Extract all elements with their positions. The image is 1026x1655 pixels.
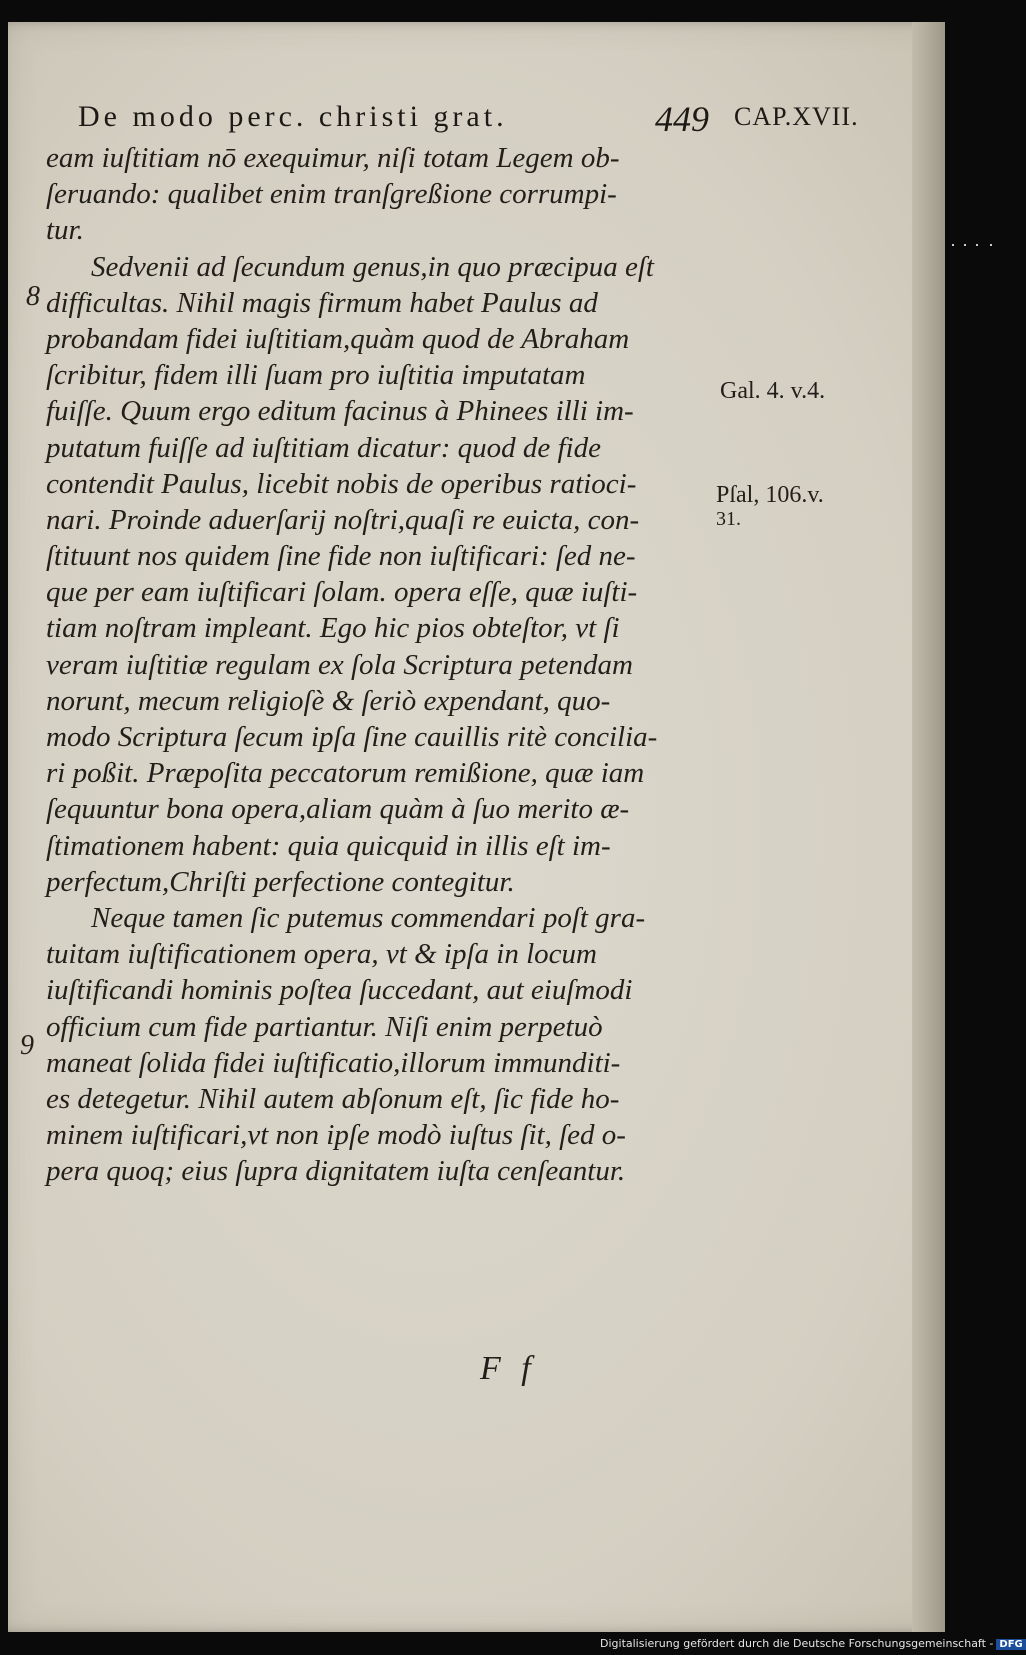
text-line: putatum fuiſſe ad iuſtitiam dicatur: quod de fide [46,431,601,464]
marginal-note: Gal. 4. v.4. [720,378,826,404]
text-line: tuitam iuſtificationem opera, vt & ipſa in locum [46,938,597,971]
text-line: contendit Paulus, licebit nobis de operibus ratioci- [46,467,637,500]
text-line: probandam fidei iuſtitiam,quàm quod de Abraham [46,322,630,355]
paragraph-number-8: 8 [26,281,40,312]
text-line: maneat ſolida fidei iuſtificatio,illorum immunditi- [46,1046,621,1079]
chapter-label: CAP.XVII. [734,102,859,131]
text-line: minem iuſtificari,vt non ipſe modò iuſtus ſit, ſed o- [46,1119,626,1152]
text-line: ſequuntur bona opera,aliam quàm à ſuo merito æ- [46,793,630,826]
text-line: veram iuſtitiæ regulam ex ſola Scriptura petendam [46,648,633,681]
signature-mark: F f [480,1350,537,1387]
paragraph-number-9: 9 [20,1030,34,1061]
text-line: fuiſſe. Quum ergo editum facinus à Phinees illi im- [46,395,634,428]
text-line: que per eam iuſtificari ſolam. opera eſſe, quæ iuſti- [46,576,638,609]
text-line: perfectum,Chriſti perfectione contegitur. [46,865,515,898]
scan-specks [950,240,1000,250]
text-line: nari. Proinde aduerſarij noſtri,quaſi re euicta, con- [46,503,640,536]
text-line: modo Scriptura ſecum ipſa ſine cauillis ritè concilia- [46,721,658,753]
digitization-credit [600,1637,1026,1653]
text-line: officium cum fide partiantur. Niſi enim perpetuò [46,1010,603,1043]
body-text [46,140,712,1189]
text-line: eam iuſtitiam nō exequimur, niſi totam Legem ob- [46,142,620,174]
text-line: Neque tamen ſic putemus commendari poſt gra- [91,901,646,934]
marginal-note: 31. [716,508,741,530]
text-line: ri poßit. Præpoſita peccatorum remißione, quæ iam [46,757,645,790]
text-line: Sedvenii ad ſecundum genus,in quo præcipua eſt [91,250,654,283]
text-line: es detegetur. Nihil autem abſonum eſt, ſic fide ho- [46,1082,620,1115]
page-edge [912,22,945,1632]
text-line: ſtituunt nos quidem ſine fide non iuſtificari: ſed ne- [46,540,636,573]
text-line: ſtimationem habent: quia quicquid in illis eſt im- [46,829,611,862]
dfg-logo: DFG [996,1639,1025,1650]
text-line: norunt, mecum religioſè & ſeriò expendant, quo- [46,684,611,717]
text-line: difficultas. Nihil magis firmum habet Paulus ad [46,286,598,319]
marginal-note: Pſal, 106.v. [716,482,824,508]
text-line: tiam noſtram impleant. Ego hic pios obteſtor, vt ſi [46,612,620,645]
text-line: ſeruando: qualibet enim tranſgreßione corrumpi- [46,178,617,211]
page-header [70,100,870,140]
running-title: De modo perc. christi grat. [78,100,508,133]
text-line: ſcribitur, fidem illi ſuam pro iuſtitia imputatam [46,359,586,392]
text-line: tur. [46,214,84,247]
text-line: iuſtificandi hominis poſtea ſuccedant, aut eiuſmodi [46,974,633,1007]
page-number: 449 [655,99,709,139]
text-line: pera quoq; eius ſupra dignitatem iuſta cenſeantur. [46,1155,626,1188]
credit-text: Digitalisierung gefördert durch die Deutsche Forschungsgemeinschaft - [600,1637,994,1650]
